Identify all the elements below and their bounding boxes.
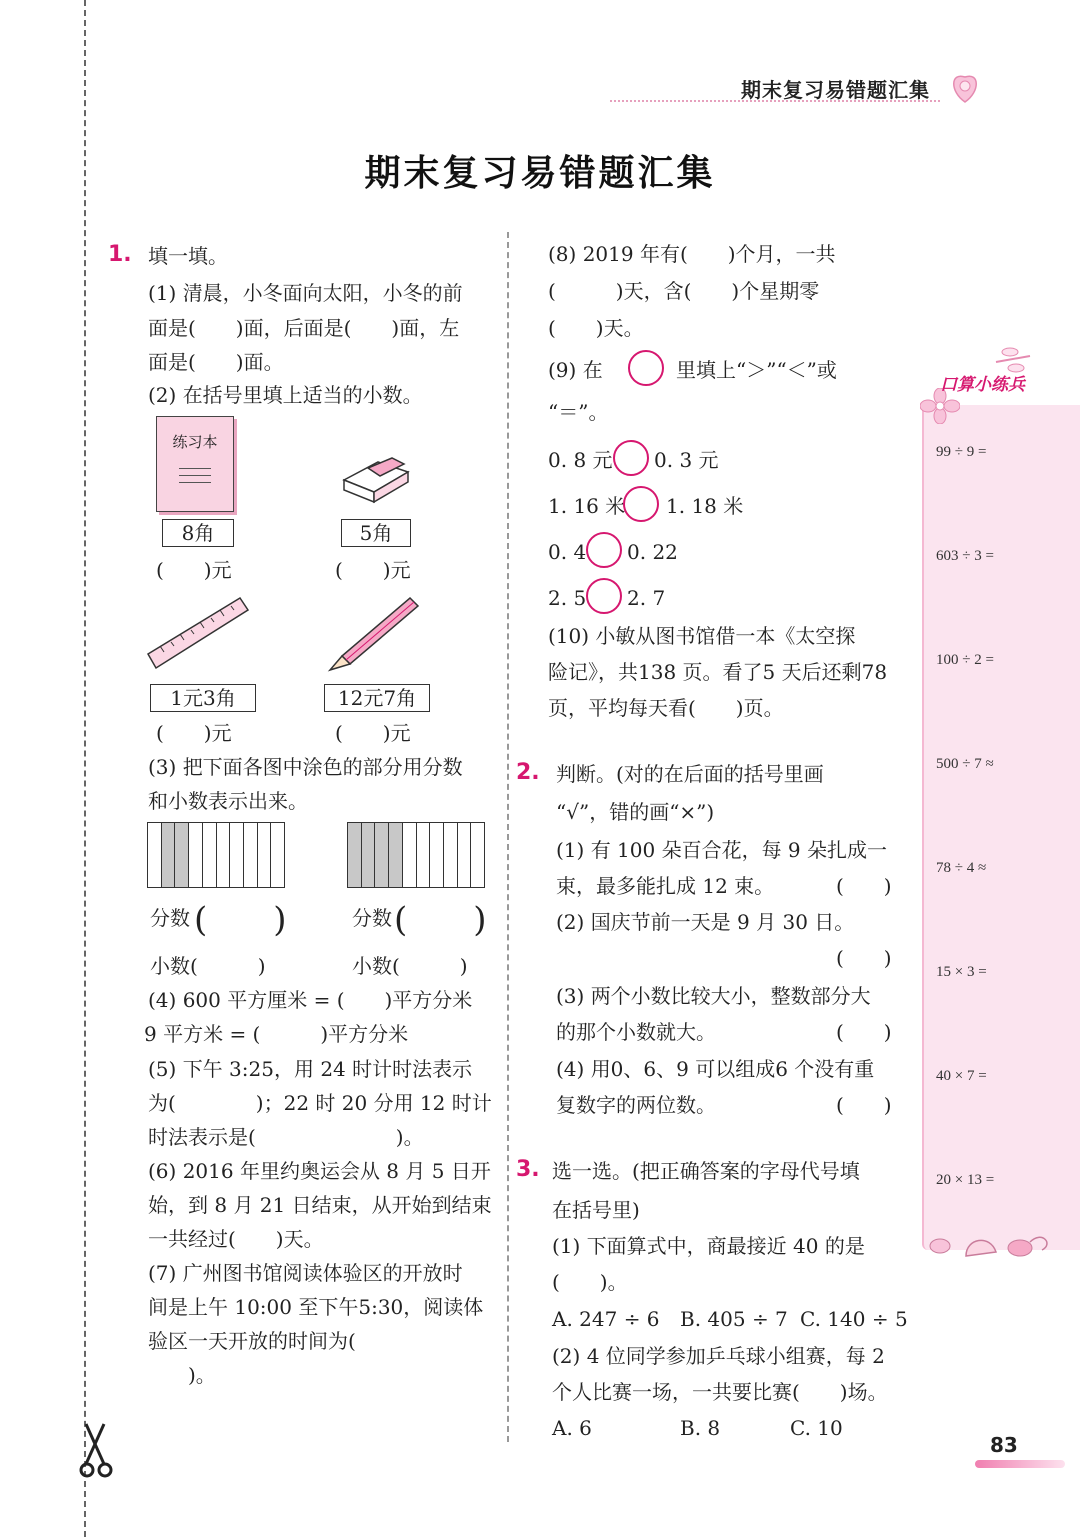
grid-cell — [162, 823, 176, 887]
notebook-cover-text: 练习本 — [172, 433, 218, 451]
oral-item: 100 ÷ 2 = — [936, 652, 994, 668]
compare-right: 0. 22 — [627, 540, 678, 564]
eraser-picture — [338, 452, 414, 506]
running-header: 期末复习易错题汇集 — [741, 78, 930, 102]
q7-line-3: 验区一天开放的时间为( — [148, 1329, 356, 1353]
grid-cell — [244, 823, 258, 887]
q8-line-3: ( )天。 — [548, 316, 644, 340]
judge-q4-line-1: (4) 用0、6、9 可以组成6 个没有重 — [556, 1057, 875, 1081]
q1-line-1: (1) 清晨，小冬面向太阳，小冬的前 — [148, 281, 463, 305]
compare-right: 0. 3 元 — [654, 448, 719, 472]
judge-q3-line-2: 的那个小数就大。 — [556, 1020, 716, 1044]
answer-blank: ( )元 — [156, 721, 232, 745]
page-title: 期末复习易错题汇集 — [364, 153, 716, 194]
oral-item: 15 × 3 = — [936, 964, 987, 980]
choice-option: C. 10 — [790, 1416, 843, 1440]
compare-circle — [628, 350, 664, 386]
oral-item: 99 ÷ 9 = — [936, 444, 987, 460]
grid-cell — [471, 823, 484, 887]
compare-right: 2. 7 — [627, 586, 666, 610]
grid-cell — [417, 823, 431, 887]
q4-line-2: 9 平方米 = ( )平方分米 — [144, 1022, 409, 1046]
oral-arithmetic-sidebar — [922, 405, 1080, 1250]
q5-line-3: 时法表示是( )。 — [148, 1125, 424, 1149]
oral-item: 78 ÷ 4 ≈ — [936, 860, 987, 876]
grid-cell — [375, 823, 389, 887]
section3-heading-1: 选一选。(把正确答案的字母代号填 — [552, 1159, 860, 1183]
q3-line-1: (3) 把下面各图中涂色的部分用分数 — [148, 755, 463, 779]
compare-left: 1. 16 米 — [548, 494, 626, 518]
fraction-grid-1 — [147, 822, 285, 888]
grid-cell — [258, 823, 272, 887]
grid-cell — [362, 823, 376, 887]
choice-q1-line-2: ( )。 — [552, 1270, 628, 1294]
decimal-label: 小数( ) — [352, 954, 468, 978]
judge-q3-line-1: (3) 两个小数比较大小，整数部分大 — [556, 984, 871, 1008]
judge-q4-line-2: 复数字的两位数。 — [556, 1093, 716, 1117]
compare-left: 0. 4 — [548, 540, 587, 564]
grid-cell — [458, 823, 472, 887]
q6-line-1: (6) 2016 年里约奥运会从 8 月 5 日开 — [148, 1159, 491, 1183]
flower-decoration-icon — [940, 62, 990, 112]
oral-item: 603 ÷ 3 = — [936, 548, 994, 564]
section2-heading-1: 判断。(对的在后面的括号里画 — [556, 762, 824, 786]
q10-line-2: 险记》，共138 页。看了5 天后还剩78 — [548, 660, 888, 684]
q9-line-1b: 里填上“＞”“＜”或 — [676, 358, 837, 382]
compare-circle[interactable] — [586, 532, 622, 568]
judge-answer-paren[interactable]: ( ) — [836, 1020, 892, 1044]
shell-decoration-icon — [926, 1222, 1056, 1266]
column-divider — [507, 232, 509, 1442]
fraction-label: 分数 — [352, 906, 392, 930]
q6-line-2: 始，到 8 月 21 日结束，从开始到结束 — [148, 1193, 492, 1217]
choice-option: C. 140 ÷ 5 — [800, 1307, 908, 1331]
choice-q2-line-2: 个人比赛一场，一共要比赛( )场。 — [552, 1380, 888, 1404]
pencil-picture — [326, 594, 422, 674]
q3-line-2: 和小数表示出来。 — [148, 789, 308, 813]
q1-line-3: 面是( )面。 — [148, 350, 284, 374]
grid-cell — [444, 823, 458, 887]
judge-q1-line-1: (1) 有 100 朵百合花，每 9 朵扎成一 — [556, 838, 888, 862]
fraction-paren: ( ) — [394, 900, 487, 940]
section3-heading-2: 在括号里) — [552, 1198, 640, 1222]
judge-answer-paren[interactable]: ( ) — [836, 874, 892, 898]
oral-item: 40 × 7 = — [936, 1068, 987, 1084]
compare-circle[interactable] — [623, 486, 659, 522]
compare-right: 1. 18 米 — [666, 494, 744, 518]
fraction-paren: ( ) — [194, 900, 287, 940]
price-label: 12元7角 — [324, 684, 430, 712]
compare-left: 2. 5 — [548, 586, 587, 610]
fraction-label: 分数 — [150, 906, 190, 930]
section2-heading-2: “√”，错的画“×”) — [556, 800, 715, 824]
grid-cell — [217, 823, 231, 887]
scissors-icon — [78, 1420, 118, 1480]
grid-cell — [230, 823, 244, 887]
grid-cell — [403, 823, 417, 887]
judge-q1-line-2: 束，最多能扎成 12 束。 — [556, 874, 775, 898]
q5-line-2: 为( )；22 时 20 分用 12 时计 — [148, 1091, 492, 1115]
answer-blank: ( )元 — [335, 558, 411, 582]
q6-line-3: 一共经过( )天。 — [148, 1227, 324, 1251]
q9-line-1a: (9) 在 — [548, 358, 603, 382]
notebook-picture — [156, 416, 234, 512]
q7-line-2: 间是上午 10:00 至下午5:30，阅读体 — [148, 1295, 484, 1319]
q7-line-1: (7) 广州图书馆阅读体验区的开放时 — [148, 1261, 463, 1285]
compare-circle[interactable] — [586, 578, 622, 614]
choice-q1-line-1: (1) 下面算式中，商最接近 40 的是 — [552, 1234, 865, 1258]
oral-item: 20 × 13 = — [936, 1172, 995, 1188]
section-number: 3. — [516, 1157, 540, 1182]
grid-cell — [203, 823, 217, 887]
q2-prompt: (2) 在括号里填上适当的小数。 — [148, 383, 423, 407]
sidebar-title: 口算小练兵 — [940, 375, 1025, 395]
section-number: 1. — [108, 242, 132, 267]
q7-line-4: )。 — [148, 1363, 216, 1387]
grid-cell — [271, 823, 284, 887]
q5-line-1: (5) 下午 3:25，用 24 时计时法表示 — [148, 1057, 473, 1081]
cut-line — [84, 0, 86, 1537]
judge-q2-line-1: (2) 国庆节前一天是 9 月 30 日。 — [556, 910, 855, 934]
judge-answer-paren[interactable]: ( ) — [836, 946, 892, 970]
choice-option: B. 405 ÷ 7 — [680, 1307, 788, 1331]
q10-line-3: 页，平均每天看( )页。 — [548, 696, 784, 720]
compare-circle[interactable] — [613, 440, 649, 476]
oral-item: 500 ÷ 7 ≈ — [936, 756, 994, 772]
q4-line-1: (4) 600 平方厘米 = ( )平方分米 — [148, 988, 473, 1012]
fraction-grid-2 — [347, 822, 485, 888]
answer-blank: ( )元 — [335, 721, 411, 745]
q1-line-2: 面是( )面，后面是( )面，左 — [148, 316, 460, 340]
grid-cell — [189, 823, 203, 887]
grid-cell — [430, 823, 444, 887]
section-heading: 填一填。 — [148, 244, 228, 268]
answer-blank: ( )元 — [156, 558, 232, 582]
choice-option: A. 247 ÷ 6 — [552, 1307, 660, 1331]
dragonfly-icon — [990, 346, 1034, 376]
page-number: 83 — [990, 1433, 1018, 1457]
choice-option: B. 8 — [680, 1416, 721, 1440]
price-label: 8角 — [162, 519, 234, 547]
section-number: 2. — [516, 760, 540, 785]
choice-option: A. 6 — [552, 1416, 592, 1440]
grid-cell — [148, 823, 162, 887]
q8-line-1: (8) 2019 年有( )个月，一共 — [548, 242, 836, 266]
choice-q2-line-1: (2) 4 位同学参加乒乓球小组赛，每 2 — [552, 1344, 885, 1368]
q10-line-1: (10) 小敏从图书馆借一本《太空探 — [548, 624, 856, 648]
ruler-picture — [144, 594, 252, 674]
q8-line-2: ( )天，含( )个星期零 — [548, 279, 820, 303]
decimal-label: 小数( ) — [150, 954, 266, 978]
grid-cell — [348, 823, 362, 887]
price-label: 5角 — [341, 519, 411, 547]
judge-answer-paren[interactable]: ( ) — [836, 1093, 892, 1117]
grid-cell — [175, 823, 189, 887]
q9-line-2: “＝”。 — [548, 400, 609, 424]
compare-left: 0. 8 元 — [548, 448, 613, 472]
price-label: 1元3角 — [150, 684, 256, 712]
grid-cell — [389, 823, 403, 887]
page-number-bar — [975, 1460, 1065, 1468]
header-divider — [610, 100, 940, 102]
